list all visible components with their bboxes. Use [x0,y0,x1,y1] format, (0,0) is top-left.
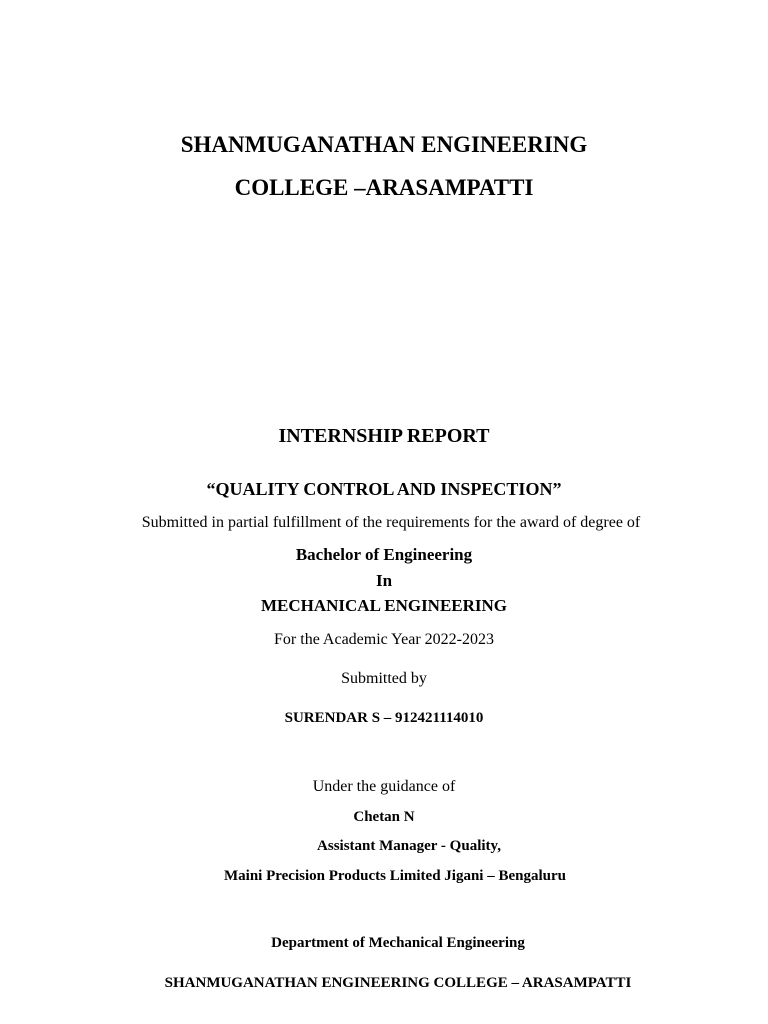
degree-name: Bachelor of Engineering [295,545,473,564]
guide-designation: Assistant Manager - Quality, [317,838,501,854]
guidance-label: Under the guidance of [312,778,456,795]
degree-in: In [375,571,393,590]
college-name-line2: COLLEGE –ARASAMPATTI [234,175,534,200]
guide-name: Chetan N [353,809,415,825]
project-title: “QUALITY CONTROL AND INSPECTION” [206,479,562,499]
branch-name: MECHANICAL ENGINEERING [260,596,508,615]
student-name: SURENDAR S – 912421114010 [284,710,484,726]
guide-company: Maini Precision Products Limited Jigani – Bengaluru [224,868,566,884]
college-name-line1: SHANMUGANATHAN ENGINEERING [180,132,588,157]
footer-college-name: SHANMUGANATHAN ENGINEERING COLLEGE – ARASAMPATTI [164,975,632,991]
submitted-by-label: Submitted by [341,670,427,687]
report-title: INTERNSHIP REPORT [278,425,490,447]
department-name: Department of Mechanical Engineering [271,935,525,951]
submission-statement: Submitted in partial fulfillment of the requirements for the award of degree of [141,514,641,531]
academic-year: For the Academic Year 2022-2023 [274,631,494,648]
